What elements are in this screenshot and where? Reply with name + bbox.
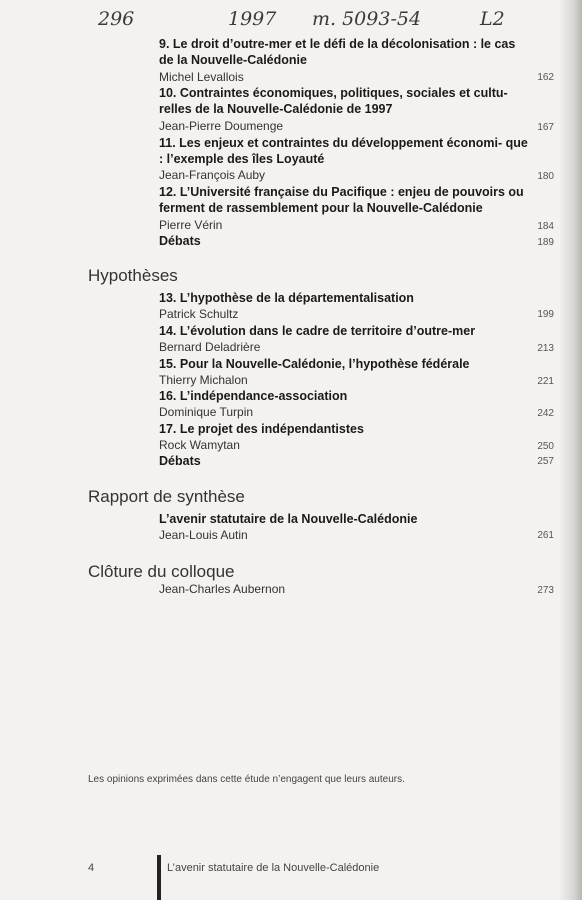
toc-entry-page: 221 (537, 376, 554, 387)
toc-entry-page: 257 (537, 456, 554, 467)
handwritten-number: 296 (98, 8, 135, 30)
toc-entry-author: Jean-Charles Aubernon (159, 582, 286, 596)
toc-entry-page: 213 (537, 343, 554, 354)
toc-debats: Débats (159, 234, 201, 248)
handwritten-year: 1997 (228, 8, 277, 30)
page-number: 4 (88, 862, 95, 874)
toc-entry-page: 261 (537, 530, 554, 541)
toc-entry-author: Dominique Turpin (159, 405, 254, 419)
toc-entry-page: 250 (537, 441, 554, 452)
toc-entry-title: L’avenir statutaire de la Nouvelle-Calédonie (159, 512, 418, 526)
toc-debats: Débats (159, 454, 201, 468)
toc-entry-page: 199 (537, 309, 554, 320)
toc-entry-title: 10. Contraintes économiques, politiques, sociales et cultu- relles de la Nouvelle-Calédonie de 1997 (159, 86, 508, 116)
toc-entry-page: 242 (537, 408, 554, 419)
handwritten-label: L2 (480, 8, 505, 30)
toc-entry-author: Michel Levallois (159, 70, 244, 84)
section-heading: Hypothèses (88, 266, 178, 285)
toc-entry-title: 15. Pour la Nouvelle-Calédonie, l’hypothèse fédérale (159, 357, 470, 371)
toc-entry-page: 180 (537, 171, 554, 182)
toc-entry-page: 167 (537, 122, 554, 133)
toc-entry-page: 273 (537, 585, 554, 596)
toc-entry-title: 12. L’Université française du Pacifique : enjeu de pouvoirs ou ferment de rassemblement pour la Nouvelle-Calédonie (159, 185, 524, 215)
toc-entry-page: 162 (537, 72, 554, 83)
disclaimer-note: Les opinions exprimées dans cette étude n’engagent que leurs auteurs. (88, 774, 405, 785)
toc-entry-title: 11. Les enjeux et contraintes du développement économi- que : l’exemple des îles Loyauté (159, 136, 528, 166)
section-heading: Rapport de synthèse (88, 487, 245, 506)
toc-entry-author: Jean-François Auby (159, 168, 266, 182)
toc-entry-author: Rock Wamytan (159, 438, 240, 452)
toc-entry-title: 17. Le projet des indépendantistes (159, 422, 364, 436)
toc-entry-page: 189 (537, 237, 554, 248)
running-title: L’avenir statutaire de la Nouvelle-Calédonie (167, 862, 380, 874)
toc-entry-page: 184 (537, 221, 554, 232)
toc-entry-author: Jean-Louis Autin (159, 528, 248, 542)
section-heading: Clôture du colloque (88, 562, 235, 581)
toc-entry-title: 9. Le droit d’outre-mer et le défi de la décolonisation : le cas de la Nouvelle-Calédonie (159, 37, 516, 67)
toc-entry-title: 16. L’indépendance-association (159, 389, 348, 403)
toc-entry-author: Patrick Schultz (159, 307, 239, 321)
toc-entry-title: 14. L’évolution dans le cadre de territoire d’outre-mer (159, 324, 476, 338)
toc-entry-author: Jean-Pierre Doumenge (159, 119, 284, 133)
toc-entry-author: Thierry Michalon (159, 373, 248, 387)
page-edge-shadow (560, 0, 582, 900)
handwritten-code: m. 5093-54 (312, 8, 422, 30)
toc-entry-title: 13. L’hypothèse de la départementalisation (159, 291, 414, 305)
toc-entry-author: Bernard Deladrière (159, 340, 261, 354)
footer-divider (157, 855, 161, 900)
toc-entry-author: Pierre Vérin (159, 218, 223, 232)
